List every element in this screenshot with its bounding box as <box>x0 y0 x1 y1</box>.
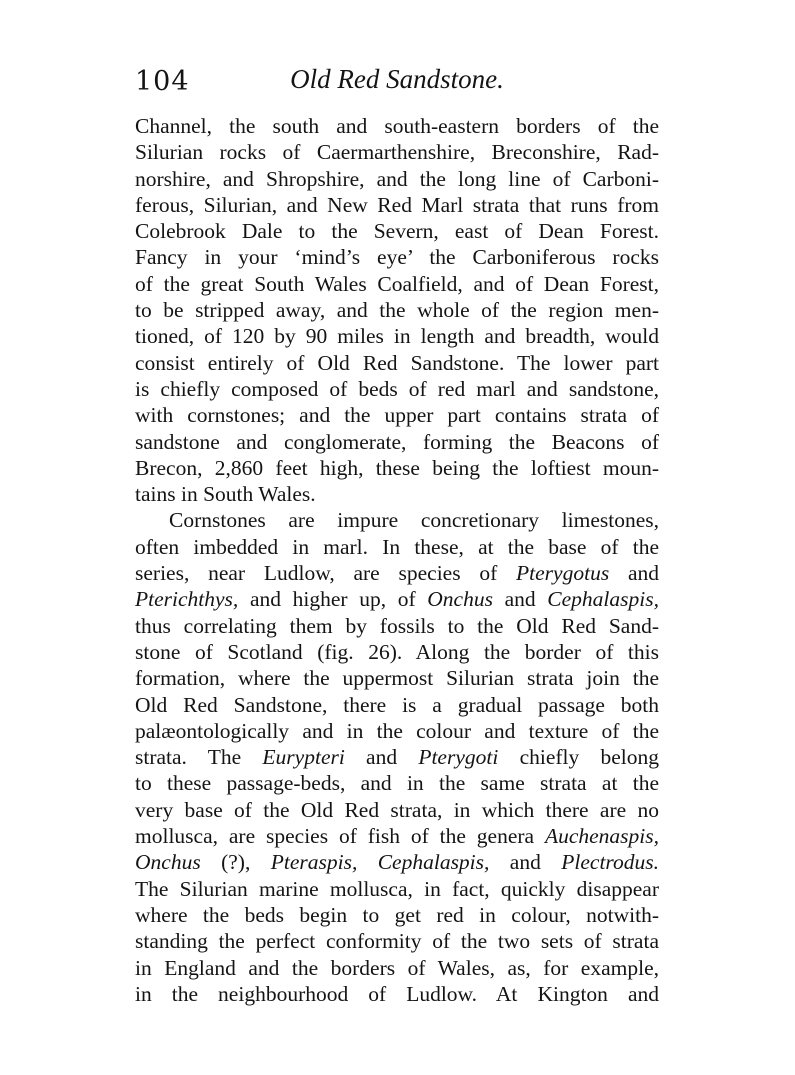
text-line: is chiefly composed of beds of red marl and sandstone, <box>135 376 659 401</box>
text-line: consist entirely of Old Red Sandstone. The lower part <box>135 350 659 375</box>
text-line: strata. The Eurypteri and Pterygoti chiefly belong <box>135 745 659 770</box>
text-line: tioned, of 120 by 90 miles in length and breadth, would <box>135 324 659 349</box>
text-line: Old Red Sandstone, there is a gradual passage both <box>135 692 659 717</box>
text-line: stone of Scotland (fig. 26). Along the border of this <box>135 639 659 664</box>
text-line: very base of the Old Red strata, in which there are no <box>135 797 659 822</box>
text-line: where the beds begin to get red in colour, notwith- <box>135 902 659 927</box>
text-line: Cornstones are impure concretionary limestones, <box>169 508 659 533</box>
text-line: often imbedded in marl. In these, at the base of the <box>135 534 659 559</box>
text-line: palæontologically and in the colour and texture of the <box>135 718 659 743</box>
paragraph-1 <box>135 113 659 507</box>
text-line: Onchus (?), Pteraspis, Cephalaspis, and Plectrodus. <box>135 850 659 875</box>
paragraph-2 <box>135 507 659 1007</box>
text-line: tains in South Wales. <box>135 482 316 507</box>
text-line: to be stripped away, and the whole of the region men- <box>135 298 659 323</box>
text-line: Colebrook Dale to the Severn, east of Dean Forest. <box>135 219 659 244</box>
text-line: Brecon, 2,860 feet high, these being the loftiest moun- <box>135 455 659 480</box>
text-line: Fancy in your ‘mind’s eye’ the Carboniferous rocks <box>135 245 659 270</box>
page-header <box>135 62 659 102</box>
text-line: norshire, and Shropshire, and the long line of Carboni- <box>135 166 659 191</box>
text-line: of the great South Wales Coalfield, and of Dean Forest, <box>135 271 659 296</box>
text-line: thus correlating them by fossils to the Old Red Sand- <box>135 613 659 638</box>
page-number: 104 <box>135 66 190 97</box>
text-line: standing the perfect conformity of the two sets of strata <box>135 929 659 954</box>
text-line: sandstone and conglomerate, forming the Beacons of <box>135 429 659 454</box>
text-line: to these passage-beds, and in the same strata at the <box>135 771 659 796</box>
text-line: with cornstones; and the upper part contains strata of <box>135 403 659 428</box>
text-line: in England and the borders of Wales, as, for example, <box>135 955 659 980</box>
running-title: Old Red Sandstone. <box>290 64 504 94</box>
text-line: Channel, the south and south-eastern borders of the <box>135 114 659 138</box>
text-line: Pterichthys, and higher up, of Onchus and Cephalaspis, <box>135 587 659 612</box>
text-line: The Silurian marine mollusca, in fact, quickly disappear <box>135 876 659 901</box>
body-text <box>135 113 659 1007</box>
text-line: mollusca, are species of fish of the genera Auchenaspis, <box>135 824 659 849</box>
text-line: Silurian rocks of Caermarthenshire, Breconshire, Rad- <box>135 140 659 165</box>
text-line: series, near Ludlow, are species of Pterygotus and <box>135 561 659 586</box>
text-line: in the neighbourhood of Ludlow. At Kington and <box>135 981 659 1006</box>
text-line: formation, where the uppermost Silurian strata join the <box>135 666 659 691</box>
text-line: ferous, Silurian, and New Red Marl strata that runs from <box>135 192 659 217</box>
